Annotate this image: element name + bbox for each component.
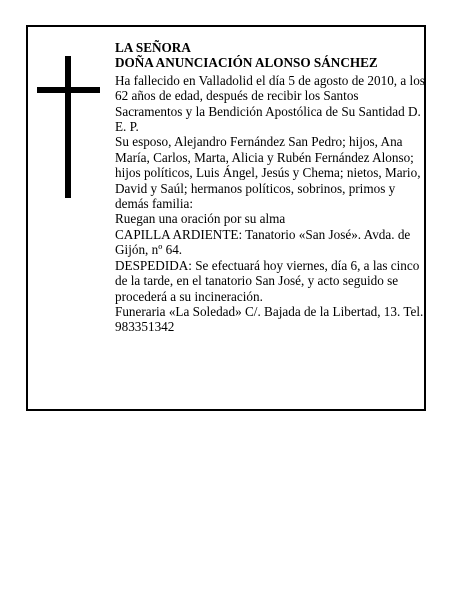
title-line-1: LA SEÑORA xyxy=(115,40,191,55)
family-list: Su esposo, Alejandro Fernández San Pedro; hijos, Ana María, Carlos, Marta, Alicia y Rubén Fernández Alonso; hijos políticos, Luis Ángel, Jesús y Chema; nietos, Mario, David y Saúl; hermanos políticos, sobrinos, primos y demás familia: xyxy=(115,134,421,212)
prayer-request: Ruegan una oración por su alma xyxy=(115,211,286,227)
chapel-info: CAPILLA ARDIENTE: Tanatorio «San José». Avda. de Gijón, nº 64. xyxy=(115,226,411,258)
cross-horizontal-bar xyxy=(37,87,100,93)
funeral-home-info: Funeraria «La Soledad» C/. Bajada de la Libertad, 13. Tel.: 983351342 xyxy=(115,303,427,335)
cross-vertical-bar xyxy=(65,56,71,198)
title-line-2: DOÑA ANUNCIACIÓN ALONSO SÁNCHEZ xyxy=(115,55,378,71)
notice-text-block xyxy=(115,40,427,335)
obituary-notice xyxy=(26,25,426,411)
latin-cross-icon xyxy=(37,56,100,198)
death-announcement: Ha fallecido en Valladolid el día 5 de agosto de 2010, a los 62 años de edad, después de recibir los Santos Sacramentos y la Bendición Apostólica de Su Santidad D. E. P. xyxy=(115,72,425,135)
farewell-info: DESPEDIDA: Se efectuará hoy viernes, día 6, a las cinco de la tarde, en el tanatorio San José, y acto seguido se procederá a su incineración. xyxy=(115,257,420,304)
